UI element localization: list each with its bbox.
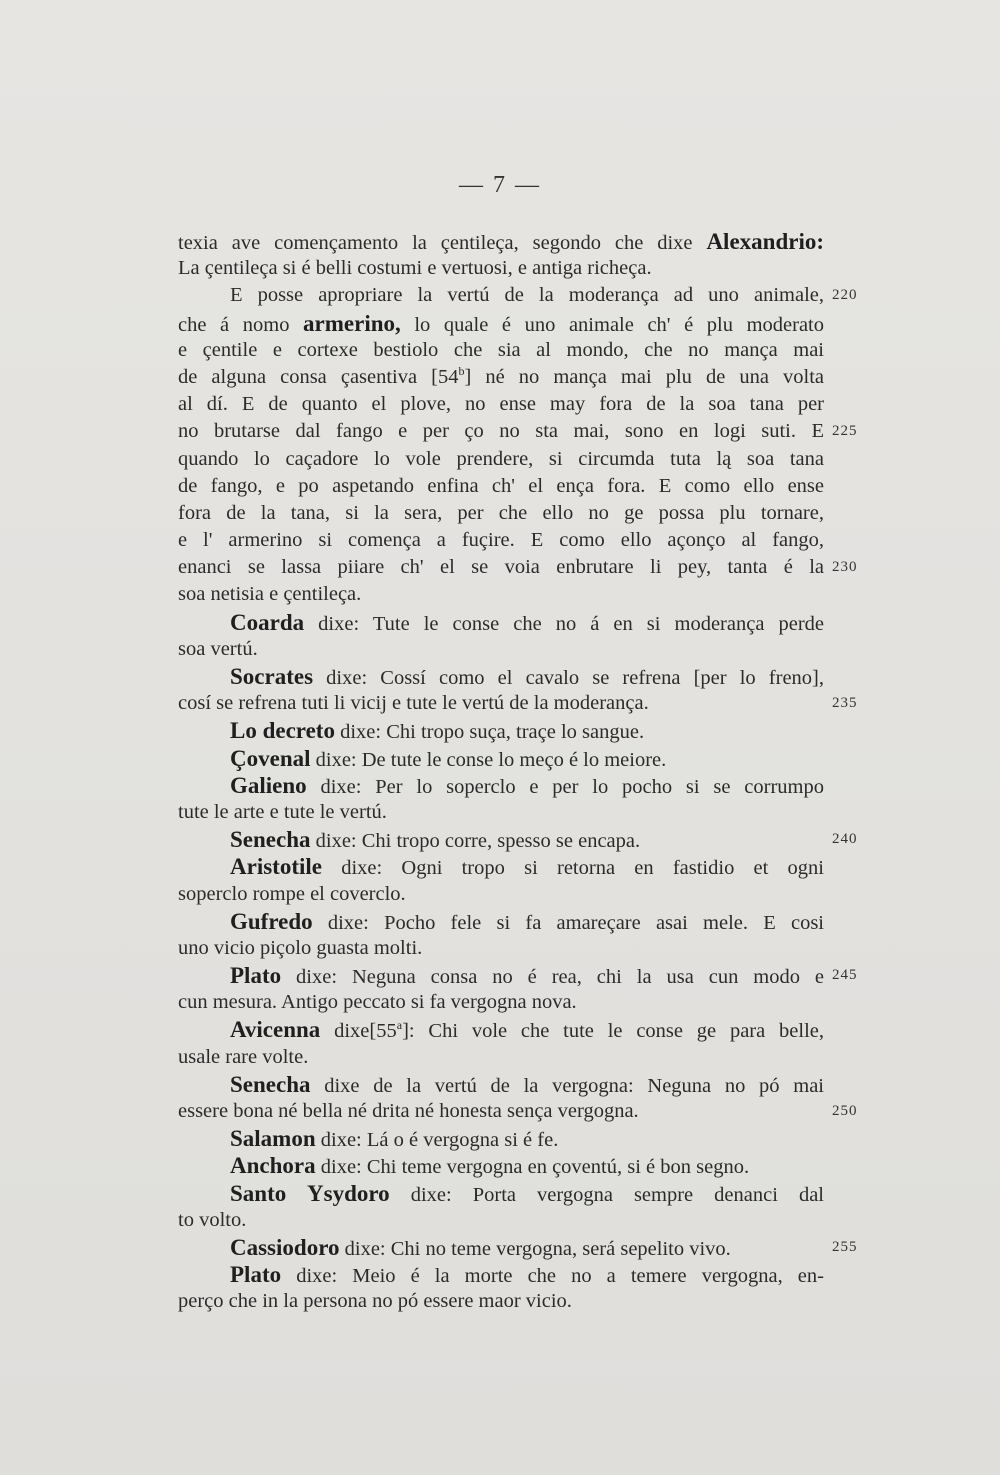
line-text: dixe[55 — [320, 1020, 397, 1043]
text-line — [178, 391, 824, 418]
text-line — [178, 418, 858, 445]
line-number: 235 — [832, 695, 858, 712]
line-text: fora de la tana, si la sera, per che ello no ge possa plu tornare, — [178, 501, 824, 524]
line-text: soa netisia e çentileça. — [178, 583, 362, 606]
text-line — [178, 1016, 824, 1043]
line-number: 225 — [832, 423, 858, 440]
line-text: dixe: De tute le conse lo meço é lo meiore. — [310, 748, 667, 771]
author-name: Lo decreto — [230, 718, 335, 744]
text-line — [178, 826, 858, 853]
line-text: quando lo caçadore lo vole prendere, si circumda tuta lą soa tana — [178, 447, 824, 470]
line-text: dixe: Chi teme vergogna en çoventú, si é bon segno. — [315, 1156, 750, 1179]
text-line — [178, 962, 858, 989]
line-number: 240 — [832, 831, 858, 848]
line-text: La çentileça si é belli costumi e vertuosi, e antiga richeça. — [178, 257, 652, 280]
author-name: armerino, — [303, 310, 401, 336]
author-name: Çovenal — [230, 745, 311, 771]
line-text: usale rare volte. — [178, 1045, 309, 1068]
text-line — [178, 908, 824, 935]
author-name: Anchora — [230, 1153, 316, 1179]
text-line — [178, 935, 824, 962]
line-text: E posse apropriare la vertú de la moderança ad uno animale, — [230, 284, 824, 307]
text-line — [178, 772, 824, 799]
line-text: dixe: Tute le conse che no á en si moderança perde — [304, 612, 824, 635]
page-number: — 7 — — [459, 172, 541, 198]
author-name: Plato — [230, 963, 282, 989]
line-text: no brutarse dal fango e per ço no sta mai, sono en logi suti. E — [178, 420, 824, 443]
line-text: soa vertú. — [178, 637, 258, 660]
folio-marker: a — [396, 1018, 403, 1033]
author-name: Coarda — [230, 609, 305, 635]
text-line — [178, 255, 824, 282]
line-text: che á nomo — [178, 313, 304, 336]
author-name: Galieno — [230, 772, 307, 798]
author-name: Senecha — [230, 827, 311, 853]
line-text: de fango, e po aspetando enfina ch' el ença fora. E como ello ense — [178, 474, 824, 497]
author-name: Senecha — [230, 1071, 311, 1097]
line-text: dixe: Ogni tropo si retorna en fastidio et ogni — [321, 857, 824, 880]
text-line — [178, 1180, 824, 1207]
line-text: soperclo rompe el coverclo. — [178, 882, 406, 905]
line-text: perço che in la persona no pó essere maor vicio. — [178, 1290, 572, 1313]
author-name: Alexandrio: — [706, 229, 824, 254]
body-text — [178, 228, 858, 1316]
author-name: Santo Ysydoro — [230, 1180, 390, 1206]
text-line — [178, 581, 824, 608]
line-text: e l' armerino si comença a fuçire. E como ello açonço al fango, — [178, 529, 824, 552]
line-text: essere bona né bella né drita né honesta sença vergogna. — [178, 1100, 639, 1122]
line-text: e çentile e cortexe bestiolo che sia al mondo, che no mança mai — [178, 338, 824, 361]
line-text: dixe: Chi tropo suça, traçe lo sangue. — [334, 721, 645, 744]
line-text: dixe: Cossí como el cavalo se refrena [per lo freno], — [313, 667, 824, 689]
text-line — [178, 446, 824, 473]
text-line — [178, 282, 858, 309]
text-line — [178, 1207, 824, 1234]
text-line — [178, 527, 824, 554]
text-line — [178, 745, 824, 772]
text-line — [178, 881, 824, 908]
line-text: dixe: Meio é la morte che no a temere vergogna, en- — [281, 1265, 824, 1288]
text-line — [178, 717, 824, 744]
line-number: 230 — [832, 559, 858, 576]
line-text: tute le arte e tute le vertú. — [178, 800, 387, 823]
text-line — [178, 799, 824, 826]
text-line — [178, 690, 858, 717]
line-text: ]: Chi vole che tute le conse ge para belle, — [402, 1020, 824, 1043]
author-name: Salamon — [230, 1126, 316, 1152]
line-number: 220 — [832, 287, 858, 304]
text-line — [178, 663, 824, 690]
text-line — [178, 609, 824, 636]
line-text: dixe: Neguna consa no é rea, chi la usa cun modo e — [281, 966, 824, 989]
line-text: ] né no mança mai plu de una volta — [464, 365, 824, 388]
text-line — [178, 1071, 824, 1098]
line-text: de alguna consa çasentiva [54 — [178, 365, 459, 388]
line-text: dixe: Pocho fele si fa amareçare asai mele. E cosi — [312, 911, 824, 934]
author-name: Avicenna — [230, 1017, 321, 1043]
line-number: 255 — [832, 1238, 858, 1255]
text-line — [178, 337, 824, 364]
text-line — [178, 1044, 824, 1071]
line-text: enanci se lassa piiare ch' el se voia enbrutare li pey, tanta é la — [178, 556, 824, 579]
author-name: Aristotile — [230, 854, 322, 880]
text-line — [178, 636, 824, 663]
author-name: Gufredo — [230, 908, 313, 934]
line-number: 250 — [832, 1103, 858, 1119]
folio-marker: b — [458, 364, 465, 379]
text-line — [178, 989, 824, 1016]
text-line — [178, 500, 824, 527]
line-text: texia ave començamento la çentileça, segondo che dixe — [178, 232, 707, 254]
line-text: dixe: Chi no teme vergogna, será sepelito vivo. — [339, 1237, 731, 1260]
text-line — [178, 228, 824, 255]
line-text: dixe: Chi tropo corre, spesso se encapa. — [310, 830, 641, 853]
text-line — [178, 1288, 824, 1315]
text-line — [178, 310, 824, 337]
text-line — [178, 853, 824, 880]
text-line — [178, 1152, 824, 1179]
author-name: Cassiodoro — [230, 1234, 340, 1260]
line-number: 245 — [832, 967, 858, 984]
text-line — [178, 473, 824, 500]
text-line — [178, 364, 824, 391]
text-line — [178, 1234, 858, 1261]
line-text: dixe: Per lo soperclo e per lo pocho si se corrumpo — [306, 775, 824, 798]
author-name: Plato — [230, 1262, 282, 1288]
text-line — [178, 554, 858, 581]
line-text: uno vicio piçolo guasta molti. — [178, 936, 423, 959]
line-text: dixe: Porta vergogna sempre denanci dal — [389, 1183, 824, 1206]
line-text: dixe de la vertú de la vergogna: Neguna no pó mai — [310, 1074, 824, 1097]
line-text: al dí. E de quanto el plove, no ense may fora de la soa tana per — [178, 393, 824, 416]
text-line — [178, 1261, 824, 1288]
author-name: Socrates — [230, 664, 314, 689]
line-text: to volto. — [178, 1208, 247, 1231]
line-text: lo quale é uno animale ch' é plu moderato — [400, 313, 824, 336]
text-line — [178, 1098, 858, 1125]
line-text: dixe: Lá o é vergogna si é fe. — [315, 1129, 559, 1152]
line-text: cun mesura. Antigo peccato si fa vergogna nova. — [178, 991, 577, 1014]
text-line — [178, 1125, 824, 1152]
line-text: cosí se refrena tuti li vicij e tute le vertú de la moderança. — [178, 692, 649, 715]
